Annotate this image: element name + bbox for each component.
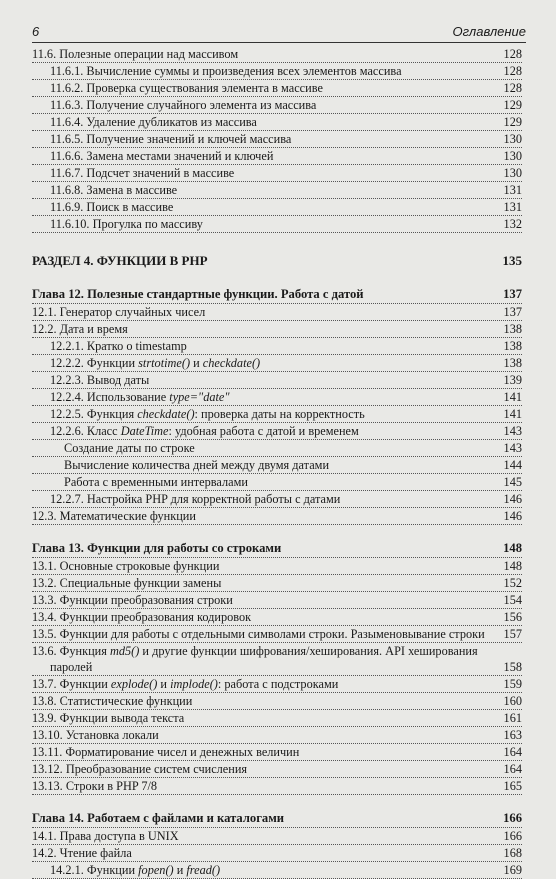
toc-entry-title: Вычисление количества дней между двумя датами	[64, 458, 330, 472]
toc-entry	[32, 474, 522, 491]
toc-entry	[32, 423, 522, 440]
toc-entry-title: 12.3. Математические функции	[32, 509, 196, 523]
page-number: 6	[32, 24, 40, 39]
toc-entry-title: 12.2.3. Вывод даты	[50, 373, 150, 387]
toc-entry-title: 11.6.9. Поиск в массиве	[50, 200, 174, 214]
toc-entry-title: 12.2. Дата и время	[32, 322, 128, 336]
toc-page-number: 143	[503, 424, 522, 438]
toc-page-number: 132	[503, 217, 522, 231]
toc-entry	[32, 165, 522, 182]
running-title: Оглавление	[452, 24, 526, 39]
toc-entry	[32, 406, 522, 423]
toc-entry	[32, 148, 522, 165]
toc-page-number: 157	[503, 627, 522, 641]
toc-page-number: 160	[503, 694, 522, 708]
toc-entry	[32, 575, 522, 592]
toc-chapter-heading	[32, 809, 522, 828]
spacer	[32, 271, 522, 285]
toc-entry	[32, 693, 522, 710]
toc-entry	[32, 97, 522, 114]
toc-page-number: 129	[503, 115, 522, 129]
toc-page-number: 138	[503, 339, 522, 353]
toc-page-number: 144	[503, 458, 522, 472]
toc-page-number: 154	[503, 593, 522, 607]
toc-entry-title: Глава 13. Функции для работы со строками	[32, 541, 282, 555]
toc-entry-title: 12.2.5. Функция checkdate(): проверка даты на корректность	[50, 407, 365, 421]
toc-page-number: 138	[503, 356, 522, 370]
toc-entry-title: 11.6.6. Замена местами значений и ключей	[50, 149, 274, 163]
toc-page-number: 131	[503, 183, 522, 197]
toc-page-number: 163	[503, 728, 522, 742]
toc-page-number: 164	[503, 762, 522, 776]
toc-entry-title: РАЗДЕЛ 4. ФУНКЦИИ В PHP	[32, 253, 208, 268]
toc-entry-title: 11.6.4. Удаление дубликатов из массива	[50, 115, 257, 129]
toc-entry-title: 14.2.1. Функции fopen() и fread()	[50, 863, 221, 877]
toc-entry-title: 11.6.1. Вычисление суммы и произведения всех элементов массива	[50, 64, 402, 78]
toc-entry	[32, 727, 522, 744]
toc-entry-title: 14.1. Права доступа в UNIX	[32, 829, 179, 843]
toc-entry-title: 13.5. Функции для работы с отдельными символами строки. Разыменовывание строки	[32, 627, 485, 641]
toc-page-number: 164	[503, 745, 522, 759]
toc-entry-title-continued: паролей	[50, 660, 93, 674]
toc-page-number: 143	[503, 441, 522, 455]
toc-entry-title: 11.6.7. Подсчет значений в массиве	[50, 166, 235, 180]
toc-entry-title: 12.2.4. Использование type="date"	[50, 390, 230, 404]
toc-page-number: 139	[503, 373, 522, 387]
toc-entry-title: Глава 12. Полезные стандартные функции. Работа с датой	[32, 287, 364, 301]
toc-entry-title: 11.6.2. Проверка существования элемента в массиве	[50, 81, 323, 95]
toc-page-number: 166	[503, 829, 522, 843]
toc-chapter-heading	[32, 285, 522, 304]
toc-page-number: 128	[503, 47, 522, 61]
toc-entry	[32, 216, 522, 233]
toc-entry	[32, 761, 522, 778]
toc-entry	[32, 114, 522, 131]
toc-entry-title: 12.2.6. Класс DateTime: удобная работа с датой и временем	[50, 424, 359, 438]
toc-page-number: 169	[503, 863, 522, 877]
toc-page-number: 168	[503, 846, 522, 860]
toc-page-number: 141	[503, 407, 522, 421]
toc-entry-title: 11.6.3. Получение случайного элемента из массива	[50, 98, 317, 112]
toc-page-number: 159	[503, 677, 522, 691]
toc-page-number: 165	[503, 779, 522, 793]
toc-entry-title: 12.1. Генератор случайных чисел	[32, 305, 206, 319]
toc-entry	[32, 199, 522, 216]
toc-entry-title: 12.2.1. Кратко о timestamp	[50, 339, 187, 353]
toc-entry	[32, 372, 522, 389]
toc-page-number: 148	[503, 541, 522, 555]
toc-entry-title: 13.3. Функции преобразования строки	[32, 593, 233, 607]
toc-page-number: 146	[503, 509, 522, 523]
toc-page-number: 128	[503, 64, 522, 78]
toc-entry-title: 12.2.7. Настройка PHP для корректной работы с датами	[50, 492, 341, 506]
toc-page-number: 135	[502, 253, 522, 268]
toc-entry-title: Работа с временными интервалами	[64, 475, 248, 489]
toc-entry-title: 11.6. Полезные операции над массивом	[32, 47, 239, 61]
toc-page-number: 137	[503, 305, 522, 319]
toc-entry	[32, 508, 522, 525]
toc-entry	[32, 828, 522, 845]
toc-entry	[32, 592, 522, 609]
toc-entry-title: 11.6.5. Получение значений и ключей массива	[50, 132, 292, 146]
toc-entry	[32, 440, 522, 457]
toc-entry	[32, 710, 522, 727]
spacer	[32, 795, 522, 809]
toc-page-number: 130	[503, 149, 522, 163]
toc-entry	[32, 338, 522, 355]
toc-entry-title: Глава 14. Работаем с файлами и каталогами	[32, 811, 285, 825]
toc-entry-title: 12.2.2. Функции strtotime() и checkdate()	[50, 356, 261, 370]
toc-page-number: 130	[503, 132, 522, 146]
toc-page-number: 130	[503, 166, 522, 180]
toc-page-number: 131	[503, 200, 522, 214]
toc-entry-title: 13.7. Функции explode() и implode(): работа с подстроками	[32, 677, 339, 691]
toc-entry-title: 13.13. Строки в PHP 7/8	[32, 779, 158, 793]
toc-page-number: 128	[503, 81, 522, 95]
toc-entry	[32, 131, 522, 148]
toc-entry	[32, 676, 522, 693]
toc-part-heading	[32, 251, 522, 271]
toc-entry-title: 13.4. Функции преобразования кодировок	[32, 610, 252, 624]
toc-entry	[32, 862, 522, 879]
toc-entry	[32, 491, 522, 508]
toc-page-number: 161	[503, 711, 522, 725]
toc-page-number: 146	[503, 492, 522, 506]
toc-page-number: 138	[503, 322, 522, 336]
toc-entry	[32, 46, 522, 63]
toc-entry	[32, 389, 522, 406]
toc-page-number: 152	[503, 576, 522, 590]
toc-entry	[32, 182, 522, 199]
toc-entry-title: 13.11. Форматирование чисел и денежных величин	[32, 745, 300, 759]
toc-page-number: 166	[503, 811, 522, 825]
page-header	[32, 22, 526, 43]
toc-entry	[32, 643, 522, 676]
toc-entry	[32, 321, 522, 338]
toc-entry	[32, 778, 522, 795]
toc-entry	[32, 609, 522, 626]
toc-entry	[32, 80, 522, 97]
toc-entry	[32, 304, 522, 321]
toc-entry	[32, 744, 522, 761]
toc-entry-title: Создание даты по строке	[64, 441, 195, 455]
toc-entry	[32, 457, 522, 474]
toc-entry	[32, 355, 522, 372]
toc-page-number: 145	[503, 475, 522, 489]
toc-page-number: 156	[503, 610, 522, 624]
toc-entry-title: 11.6.10. Прогулка по массиву	[50, 217, 203, 231]
toc-entry-title: 13.6. Функция md5() и другие функции шифрования/хеширования. API хеширования	[32, 644, 478, 658]
toc-page-number: 137	[503, 287, 522, 301]
spacer	[32, 525, 522, 539]
toc-page-number: 148	[503, 559, 522, 573]
toc-page-number: 129	[503, 98, 522, 112]
toc-page-number: 141	[503, 390, 522, 404]
toc-entry-title: 13.2. Специальные функции замены	[32, 576, 222, 590]
toc-entry-title: 13.12. Преобразование систем счисления	[32, 762, 248, 776]
toc-entry	[32, 626, 522, 643]
toc-entry	[32, 63, 522, 80]
table-of-contents	[32, 46, 522, 879]
toc-entry-title: 13.8. Статистические функции	[32, 694, 193, 708]
toc-entry-title: 13.10. Установка локали	[32, 728, 159, 742]
toc-entry	[32, 845, 522, 862]
toc-entry-title: 13.1. Основные строковые функции	[32, 559, 220, 573]
toc-page-number: 158	[503, 660, 522, 674]
toc-entry-title: 14.2. Чтение файла	[32, 846, 132, 860]
spacer	[32, 233, 522, 251]
toc-chapter-heading	[32, 539, 522, 558]
toc-entry-title: 13.9. Функции вывода текста	[32, 711, 185, 725]
toc-entry-title: 11.6.8. Замена в массиве	[50, 183, 178, 197]
toc-entry	[32, 558, 522, 575]
